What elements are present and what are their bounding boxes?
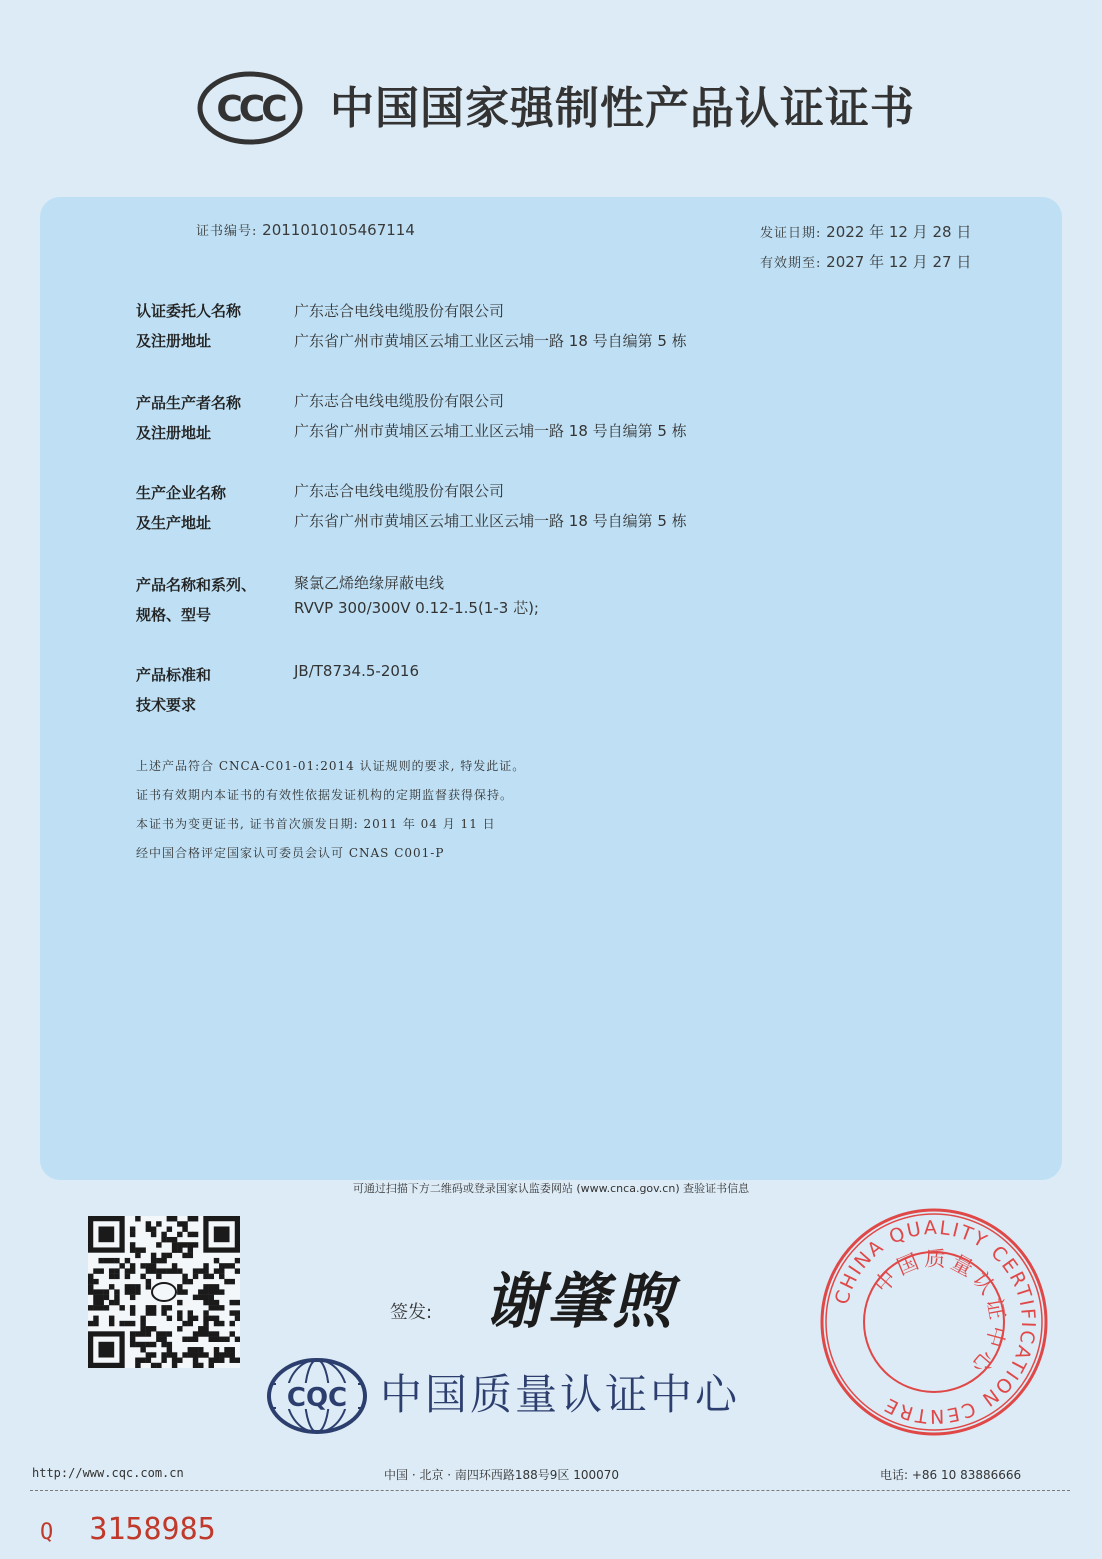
ccc-logo-text: CCC <box>216 89 284 130</box>
manufacturer-name: 广东志合电线电缆股份有限公司 <box>294 392 505 410</box>
note-line: 经中国合格评定国家认可委员会认可 CNAS C001-P <box>136 846 445 860</box>
manufacturer-address-label: 及注册地址 <box>136 424 212 442</box>
signature-image <box>478 1258 688 1338</box>
certificate-number <box>196 220 415 239</box>
expiry-date-label: 有效期至: <box>760 256 822 271</box>
factory-address-label: 及生产地址 <box>136 514 212 532</box>
issue-date-row <box>760 218 971 248</box>
verification-instructions: 可通过扫描下方二维码或登录国家认监委网站 (www.cnca.gov.cn) 查验证书信息 <box>352 1182 750 1195</box>
certificate-notes <box>136 752 525 868</box>
ccc-logo <box>196 70 304 146</box>
note-line: 本证书为变更证书, 证书首次颁发日期: 2011 年 04 月 11 日 <box>136 817 496 831</box>
official-seal <box>818 1206 1050 1438</box>
serial-number <box>40 1512 216 1547</box>
issue-date-value: 2022 年 12 月 28 日 <box>826 223 972 241</box>
issuer-name: 中国质量认证中心 <box>380 1370 741 1419</box>
product-spec-label: 规格、型号 <box>136 606 212 624</box>
standard-label: 产品标准和 <box>136 666 212 684</box>
technical-requirements-label: 技术要求 <box>136 696 197 714</box>
cqc-logo-text: CQC <box>286 1383 348 1413</box>
serial-prefix: Q <box>40 1520 54 1545</box>
product-spec: RVVP 300/300V 0.12-1.5(1-3 芯); <box>294 599 539 617</box>
expiry-date-value: 2027 年 12 月 27 日 <box>826 253 972 271</box>
website-link[interactable]: http://www.cqc.com.cn <box>32 1466 184 1480</box>
certificate-number-label: 证书编号: <box>196 224 258 239</box>
manufacturer-name-label: 产品生产者名称 <box>136 394 242 412</box>
applicant-address: 广东省广州市黄埔区云埔工业区云埔一路 18 号自编第 5 栋 <box>294 332 687 350</box>
qr-code[interactable] <box>88 1216 240 1368</box>
note-line: 上述产品符合 CNCA-C01-01:2014 认证规则的要求, 特发此证。 <box>136 759 526 773</box>
manufacturer-address: 广东省广州市黄埔区云埔工业区云埔一路 18 号自编第 5 栋 <box>294 422 687 440</box>
certificate-dates <box>760 218 971 278</box>
svg-text:CHINA QUALITY CERTIFICATION CE: CHINA QUALITY CERTIFICATION CENTRE <box>830 1216 1040 1428</box>
certificate-title: 中国国家强制性产品认证证书 <box>330 83 915 134</box>
applicant-name-label: 认证委托人名称 <box>136 302 242 320</box>
serial-value: 3158985 <box>89 1512 216 1547</box>
product-name-label: 产品名称和系列、 <box>136 576 257 594</box>
office-address: 中国 · 北京 · 南四环西路188号9区 100070 <box>384 1468 620 1482</box>
signature-label: 签发: <box>390 1302 433 1323</box>
product-name: 聚氯乙烯绝缘屏蔽电线 <box>294 574 445 592</box>
factory-address: 广东省广州市黄埔区云埔工业区云埔一路 18 号自编第 5 栋 <box>294 512 687 530</box>
footer-divider <box>30 1490 1070 1491</box>
standard-value: JB/T8734.5-2016 <box>294 662 420 680</box>
svg-text:谢肇煦: 谢肇煦 <box>484 1267 676 1337</box>
issue-date-label: 发证日期: <box>760 226 822 241</box>
factory-name: 广东志合电线电缆股份有限公司 <box>294 482 505 500</box>
applicant-address-label: 及注册地址 <box>136 332 212 350</box>
phone-number: 电话: +86 10 83886666 <box>880 1468 1022 1482</box>
note-line: 证书有效期内本证书的有效性依据发证机构的定期监督获得保持。 <box>136 788 514 802</box>
cqc-logo <box>262 1354 372 1438</box>
svg-text:中国质量认证中心: 中国质量认证中心 <box>869 1246 1011 1381</box>
certificate-number-value: 2011010105467114 <box>262 221 415 239</box>
applicant-name: 广东志合电线电缆股份有限公司 <box>294 302 505 320</box>
expiry-date-row <box>760 248 971 278</box>
factory-name-label: 生产企业名称 <box>136 484 227 502</box>
